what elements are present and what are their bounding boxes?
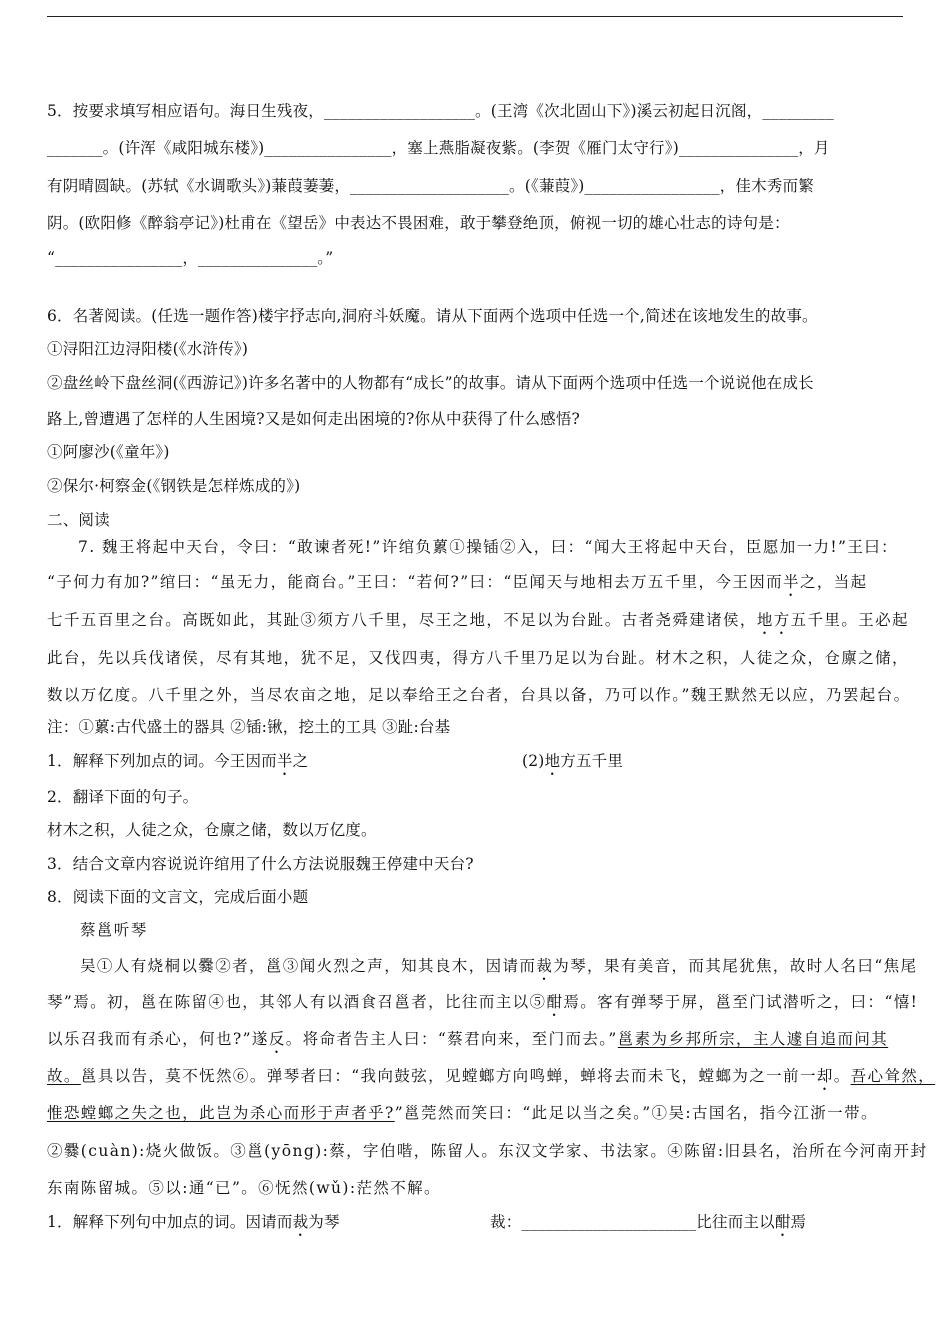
emphasis-dot-word: 半 <box>783 573 800 591</box>
q7-passage-5: 数以万亿度。八千里之外，当尽农亩之地，足以奉给王之台者，台具以备，乃可以作。”魏王默然无以应，乃罢起台。 <box>47 686 911 704</box>
q8-passage-2: 琴”焉。初，邕在陈留④也，其邻人有以酒食召邕者，比往而主以⑤酣焉。客有弹琴于屏，邕至门试潜听之，曰：“憘! <box>47 993 919 1011</box>
section-heading: 二、阅读 <box>47 511 110 529</box>
q6-line-5: ①阿廖沙(《童年》) <box>47 443 170 461</box>
q6-line-2: ①浔阳江边浔阳楼(《水浒传》) <box>47 340 249 358</box>
q6-line-3: ②盘丝岭下盘丝洞(《西游记》)许多名著中的人物都有“成长”的故事。请从下面两个选项中任选一个说说他在成长 <box>47 374 814 392</box>
q7-sub2: 2．翻译下面的句子。 <box>47 788 199 806</box>
emphasis-dot-word: 半 <box>276 752 293 770</box>
q8-sub1-part2: 裁：______________________比往而主以酣焉 <box>490 1213 807 1231</box>
underlined-sentence: 惟恐螳螂之失之也，此岂为杀心而形于声者乎? <box>47 1104 395 1122</box>
emphasis-dot-word: 反 <box>268 1030 286 1048</box>
emphasis-dot-word: 酣 <box>774 1213 791 1231</box>
q7-passage-1: 7. 魏王将起中天台，令曰：“敢谏者死!”许绾负蔂①操锸②入，曰：“闻大王将起中天台，臣愿加一力!”王曰： <box>78 538 899 556</box>
q8-passage-3: 以乐召我而有杀心，何也?”遂反。将命者告主人曰：“蔡君向来，至门而去。”邕素为乡邦所宗，主人遽自追而问其 <box>47 1030 889 1048</box>
q5-line-3: 有阴晴圆缺。(苏轼《水调歌头》)蒹葭萋萋，____________________。(《蒹葭》)_________________，佳木秀而繁 <box>47 177 814 195</box>
q7-passage-3: 七千五百里之台。高既如此，其趾③须方八千里，尽王之地，不足以为台趾。古者尧舜建诸侯，地方五千里。王必起 <box>47 611 909 629</box>
emphasis-dot-word: 地 <box>544 752 561 770</box>
q7-sub1-part2: (2)地方五千里 <box>522 752 624 770</box>
q7-passage-4: 此台，先以兵伐诸侯，尽有其地，犹不足，又伐四夷，得方八千里乃足以为台趾。材木之积，人徒之众，仓廪之储， <box>47 649 909 667</box>
q5-line-4: 阴。(欧阳修《醉翁亭记》)杜甫在《望岳》中表达不畏困难，敢于攀登绝顶，俯视一切的雄心壮志的诗句是： <box>47 214 790 232</box>
underlined-sentence: 吾心耸然， <box>850 1067 936 1085</box>
underlined-sentence: 邕素为乡邦所宗，主人遽自追而问其 <box>617 1030 889 1048</box>
q7-sub3: 3．结合文章内容说说许绾用了什么方法说服魏王停建中天台? <box>47 855 474 873</box>
q6-line-4: 路上,曾遭遇了怎样的人生困境?又是如何走出困境的?你从中获得了什么感悟? <box>47 410 581 428</box>
q7-passage-2: “子何力有加?”绾曰：“虽无力，能商台。”王曰：“若何?”曰：“臣闻天与地相去万五千里，今王因而半之，当起 <box>47 573 868 591</box>
q8-intro: 8．阅读下面的文言文，完成后面小题 <box>47 888 309 906</box>
q7-sub2-text: 材木之积，人徒之众，仓廪之储，数以万亿度。 <box>47 821 377 839</box>
emphasis-dot-word: 裁 <box>536 957 554 975</box>
q8-notes-2: 东南陈留城。⑤以:通“已”。⑥怃然(wǔ):茫然不解。 <box>47 1179 441 1197</box>
q8-passage-5: 惟恐螳螂之失之也，此岂为杀心而形于声者乎?”邕莞然而笑曰：“此足以当之矣。”①吴:古国名，指今江浙一带。 <box>47 1104 878 1122</box>
q5-line-1: 5．按要求填写相应语句。海日生残夜，___________________。(王湾《次北固山下》)溪云初起日沉阁，_________ <box>47 102 834 120</box>
q8-passage-1: 吴①人有烧桐以爨②者，邕③闻火烈之声，知其良木，因请而裁为琴，果有美音，而其尾犹焦，故时人名曰“焦尾 <box>80 957 918 975</box>
header-rule <box>47 16 903 17</box>
q8-sub1: 1．解释下列句中加点的词。因请而裁为琴 <box>47 1213 340 1231</box>
q8-passage-4: 故。邕具以告，莫不怃然⑥。弹琴者曰：“我向鼓弦，见螳螂方向鸣蝉，蝉将去而未飞，螳螂为之一前一却。吾心耸然， <box>47 1067 936 1085</box>
emphasis-dot-word: 却 <box>816 1067 834 1085</box>
q6-line-6: ②保尔·柯察金(《钢铁是怎样炼成的》) <box>47 477 301 495</box>
q8-title: 蔡邕听琴 <box>80 921 148 939</box>
q7-note: 注：①蔂:古代盛土的器具 ②锸:锹，挖土的工具 ③趾:台基 <box>47 718 451 736</box>
q6-line-1: 6．名著阅读。(任选一题作答)楼宇抒志向,洞府斗妖魔。请从下面两个选项中任选一个,简述在该地发生的故事。 <box>47 307 818 325</box>
q5-line-2: _______。(许浑《咸阳城东楼》)________________，塞上燕脂凝夜紫。(李贺《雁门太守行》)_______________，月 <box>47 139 830 157</box>
q5-line-5: “________________，_______________。” <box>47 249 334 267</box>
q8-notes-1: ②爨(cuàn):烧火做饭。③邕(yōng):蔡，字伯喈，陈留人。东汉文学家、书法家。④陈留:旧县名，治所在今河南开封 <box>47 1142 928 1160</box>
emphasis-dot-word: 裁 <box>292 1213 309 1231</box>
underlined-sentence: 故。 <box>47 1067 81 1085</box>
q7-sub1: 1．解释下列加点的词。今王因而半之 <box>47 752 309 770</box>
emphasis-dot-word: 地方 <box>756 611 791 629</box>
emphasis-dot-word: 酣 <box>546 993 564 1011</box>
